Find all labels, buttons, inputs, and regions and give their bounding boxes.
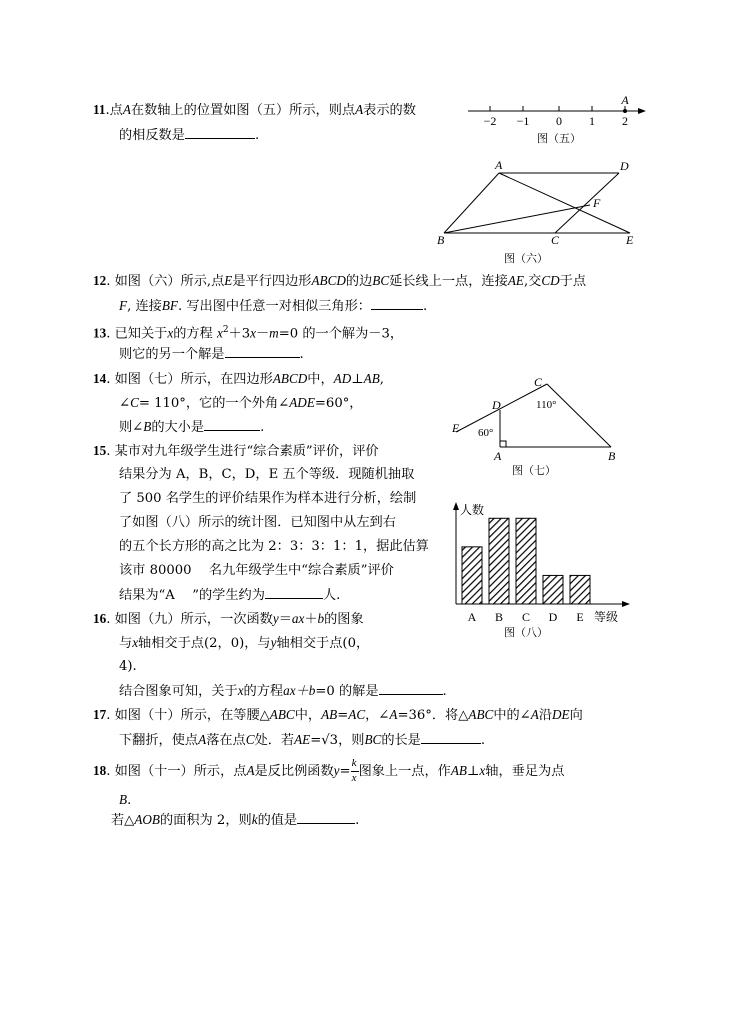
bar-d xyxy=(543,575,563,604)
question-14: 14. 如图（七）所示，在四边形ABCD中，AD⊥AB, xyxy=(93,371,384,387)
figure-7-quadrilateral xyxy=(444,372,624,478)
fraction-k-over-x: $\frac{k}{x}$ xyxy=(351,763,359,781)
vertex-c: C xyxy=(551,233,560,247)
tick-label: 0 xyxy=(556,114,562,128)
answer-blank[interactable] xyxy=(297,811,355,824)
answer-blank[interactable] xyxy=(185,126,255,139)
question-15: 15. 某市对九年级学生进行“综合素质”评价，评价 xyxy=(93,443,379,459)
figure-5-number-line xyxy=(462,92,652,148)
vertex-a: A xyxy=(494,449,502,463)
question-15-line4: 了如图（八）所示的统计图．已知图中从左到右 xyxy=(119,515,396,530)
question-15-line3: 了 500 名学生的评价结果作为样本进行分析，绘制 xyxy=(119,491,417,506)
answer-blank[interactable] xyxy=(421,731,481,744)
question-11-line2: 的相反数是 . xyxy=(119,128,260,143)
figure-6-parallelogram xyxy=(432,156,647,268)
angle-c-label: 110° xyxy=(536,399,557,411)
question-18: 18. 如图（十一）所示，点A是反比例函数y= $\frac{k}{x}$ 图象上一点，作AB⊥x轴，垂足为点 xyxy=(93,756,565,784)
tick-label: 2 xyxy=(622,114,628,128)
answer-blank[interactable] xyxy=(265,586,323,599)
figure-caption: 图（五） xyxy=(537,132,581,145)
question-17-line2: 下翻折，使点A落在点C处．若AE=√3，则BC的长是 . xyxy=(119,732,486,748)
answer-blank[interactable] xyxy=(225,345,300,358)
vertex-b: B xyxy=(608,449,616,463)
question-16-line2: 与x轴相交于点(2，0)，与y轴相交于点(0， xyxy=(119,635,370,651)
x-axis-label: 等级 xyxy=(594,610,619,624)
y-axis-label: 人数 xyxy=(460,503,485,517)
angle-d-label: 60° xyxy=(478,427,494,439)
question-12-line2: F, 连接BF. 写出图中任意一对相似三角形： . xyxy=(119,298,428,314)
figure-caption: 图（六） xyxy=(504,252,548,265)
tick-label: 1 xyxy=(589,114,595,128)
question-16-line4: 结合图象可知，关于x的方程ax＋b=0 的解是 . xyxy=(119,683,447,699)
answer-blank[interactable] xyxy=(204,418,260,431)
answer-blank[interactable] xyxy=(379,682,443,695)
bar-c xyxy=(516,518,536,604)
bar-a xyxy=(462,547,482,604)
vertex-c: C xyxy=(534,375,543,389)
tick-label: −1 xyxy=(516,114,530,128)
vertex-f: F xyxy=(593,196,601,210)
figure-8-bar-chart xyxy=(448,500,638,642)
question-15-line6: 该市 80000 名九年级学生中“综合素质”评价 xyxy=(119,563,394,578)
figure-caption: 图（七） xyxy=(512,464,556,477)
figure-caption: 图（八） xyxy=(504,626,548,639)
question-14-line2: ∠C= 110°，它的一个外角∠ADE=60°， xyxy=(119,395,363,411)
vertex-e: E xyxy=(452,421,460,435)
question-14-line3: 则∠B的大小是 . xyxy=(119,419,265,435)
vertex-d: D xyxy=(492,398,501,412)
point-a-label: A xyxy=(621,93,629,107)
category-label: B xyxy=(494,610,504,624)
category-label: E xyxy=(576,610,584,624)
question-17: 17. 如图（十）所示，在等腰△ABC中，AB=AC，∠A=36°．将△ABC中的∠A沿DE向 xyxy=(93,707,583,723)
question-18-line2: B. xyxy=(119,792,132,808)
question-11: 11.点A在数轴上的位置如图（五）所示，则点A表示的数 xyxy=(93,102,416,118)
question-15-line5: 的五个长方形的高之比为 2：3：3：1：1，据此估算 xyxy=(119,539,429,554)
point-a-dot xyxy=(623,109,627,113)
question-16: 16. 如图（九）所示，一次函数y＝ax＋b的图象 xyxy=(93,611,364,627)
question-13: 13. 已知关于x的方程 $x^2+3x-m=0$ 的一个解为－3， xyxy=(93,325,404,342)
question-15-line2: 结果分为 A，B，C，D，E 五个等级．现随机抽取 xyxy=(119,467,415,482)
question-18-line3: 若△AOB的面积为 2，则k的值是 . xyxy=(111,812,360,828)
answer-blank[interactable] xyxy=(371,297,423,310)
bar-b xyxy=(489,518,509,604)
vertex-b: B xyxy=(437,233,445,247)
category-label: C xyxy=(521,610,531,624)
bar-e xyxy=(570,575,590,604)
vertex-a: A xyxy=(495,158,503,172)
question-16-line3: 4). xyxy=(119,659,137,674)
tick-label: −2 xyxy=(483,114,497,128)
category-label: A xyxy=(467,610,477,624)
question-12: 12. 如图（六）所示,点E是平行四边形ABCD的边BC延长线上一点，连接AE,交CD于点 xyxy=(93,273,587,289)
vertex-d: D xyxy=(620,159,629,173)
vertex-e: E xyxy=(626,233,634,247)
category-label: D xyxy=(548,610,558,624)
question-13-line2: 则它的另一个解是 . xyxy=(119,347,304,362)
question-15-line7: 结果为“A ”的学生约为 人. xyxy=(119,588,341,603)
